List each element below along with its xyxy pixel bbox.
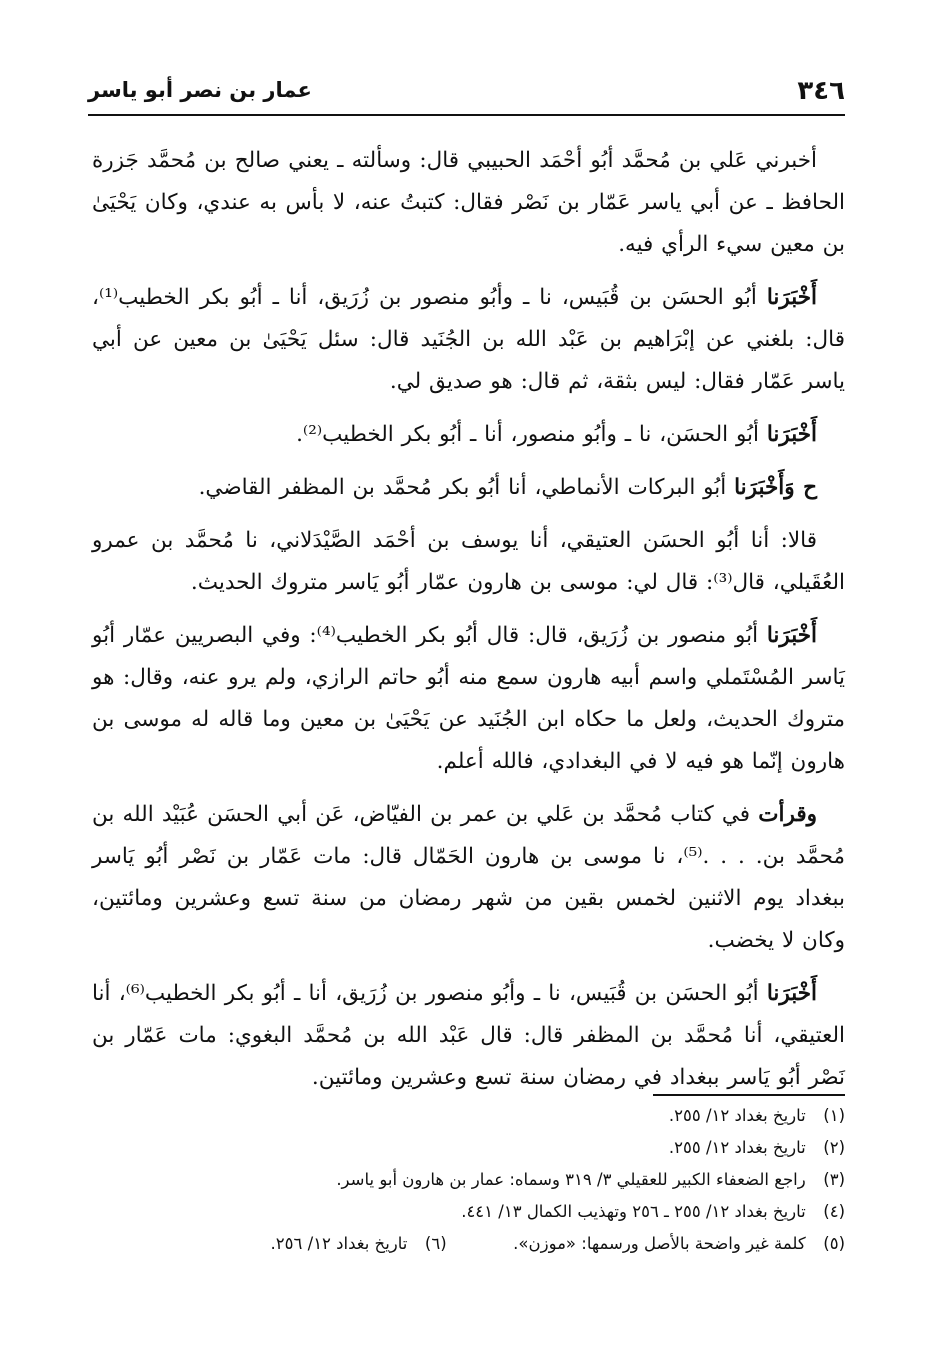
paragraph-lead: أَخْبَرَنا [766, 623, 818, 648]
paragraph-text: أخبرني عَلي بن مُحمَّد أبُو أحْمَد الحبيبي قال: وسألته ـ يعني صالح بن مُحمَّد جَزرة الحافظ ـ عن أبي ياسر عَمّار بن نَصْر فقال: كتبتُ عنه، لا بأس به عندي، وكان يَحْيَىٰ بن معين سيء الرأي فيه. [92, 148, 845, 257]
footnote-separator [653, 1094, 845, 1096]
paragraph-text: أبُو الحسَن بن قُبَيس، نا ـ وأبُو منصور بن زُرَيق، أنا ـ أبُو بكر الخطيب⁽⁶⁾، أنا العتيقي، أنا مُحمَّد بن المظفر قال: قال عَبْد الله بن مُحمَّد البغوي: مات عَمّار بن نَصْر أبُو يَاسر ببغداد في رمضان سنة تسع وعشرين ومائتين. [92, 981, 845, 1090]
paragraph-text: أبُو الحسَن بن قُبَيس، نا ـ وأبُو منصور بن زُرَيق، أنا ـ أبُو بكر الخطيب⁽¹⁾، قال: بلغني عن إبْرَاهيم بن عَبْد الله بن الجُنَيد قال: سئل يَحْيَىٰ بن معين عن أبي ياسر عَمّار فقال: ليس بثقة، ثم قال: هو صديق لي. [92, 285, 845, 394]
footnote [92, 1164, 845, 1196]
paragraph-lead: أَخْبَرَنا [766, 422, 817, 447]
paragraph [92, 520, 845, 604]
paragraph [92, 414, 845, 456]
paragraph-lead: أَخْبَرَنا [766, 981, 818, 1006]
paragraph-lead: أَخْبَرَنا [766, 285, 817, 310]
header-rule [88, 114, 845, 116]
paragraph-text: أبُو البركات الأنماطي، أنا أبُو بكر مُحمَّد بن المظفر القاضي. [198, 475, 735, 500]
footnote-number: (٢) [823, 1138, 845, 1157]
footnote-number: (٦) [424, 1234, 447, 1253]
footnote-text: تاريخ بغداد ١٢/ ٢٥٥. [668, 1106, 806, 1125]
footnote [92, 1132, 845, 1164]
footnote-text: تاريخ بغداد ١٢/ ٢٥٥ ـ ٢٥٦ وتهذيب الكمال ١٣/ ٤٤١. [461, 1202, 806, 1221]
paragraph [92, 277, 845, 403]
paragraph-text: أبُو منصور بن زُرَيق، قال: قال أبُو بكر الخطيب⁽⁴⁾: وفي البصريين عمّار أبُو يَاسر المُسْتَملي واسم أبيه هارون سمع منه أبُو حاتم الرازي، ولم يرو عنه، وقال: هو متروك الحديث، ولعل ما حكاه ابن الجُنَيد عن يَحْيَىٰ بن معين وما قاله له موسى بن هارون إنّما هو فيه لا في البغدادي، فالله أعلم. [92, 623, 845, 774]
paragraph-lead: وقرأت [758, 802, 817, 827]
running-title: عمار بن نصر أبو ياسر [88, 78, 312, 102]
footnote-text: تاريخ بغداد ١٢/ ٢٥٥. [668, 1138, 806, 1157]
footnotes [92, 1100, 845, 1260]
footnote-text: تاريخ بغداد ١٢/ ٢٥٦. [270, 1234, 408, 1253]
footnote-text: كلمة غير واضحة بالأصل ورسمها: «موزن». [513, 1234, 806, 1253]
footnote [92, 1100, 845, 1132]
footnote-number: (٤) [823, 1202, 845, 1221]
footnote-number: (٥) [823, 1234, 845, 1253]
footnote-row [92, 1228, 845, 1260]
paragraph [92, 140, 845, 266]
main-text [92, 140, 845, 1110]
paragraph [92, 467, 845, 509]
footnote-number: (٣) [823, 1170, 845, 1189]
paragraph-text: في كتاب مُحمَّد بن عَلي بن عمر بن الفيّاض، عَن أبي الحسَن عُبَيْد الله بن مُحمَّد بن. . . .⁽⁵⁾، نا موسى بن هارون الحَمّال قال: مات عَمّار بن نَصْر أبُو يَاسر ببغداد يوم الاثنين لخمس بقين من شهر رمضان من سنة تسع وعشرين ومائتين، وكان لا يخضب. [92, 802, 845, 953]
paragraph-text: قالا: أنا أبُو الحسَن العتيقي، أنا يوسف بن أحْمَد الصَّيْدَلاني، نا مُحمَّد بن عمرو العُقَيلي، قال⁽³⁾: قال لي: موسى بن هارون عمّار أبُو يَاسر متروك الحديث. [92, 528, 845, 595]
paragraph-text: أبُو الحسَن، نا ـ وأبُو منصور، أنا ـ أبُو بكر الخطيب⁽²⁾. [296, 422, 767, 447]
footnote-number: (١) [823, 1106, 845, 1125]
paragraph [92, 615, 845, 783]
footnote [92, 1196, 845, 1228]
footnote-text: راجع الضعفاء الكبير للعقيلي ٣/ ٣١٩ وسماه: عمار بن هارون أبو ياسر. [336, 1170, 806, 1189]
paragraph [92, 794, 845, 962]
page-number: ٣٤٦ [797, 76, 845, 106]
paragraph [92, 973, 845, 1099]
paragraph-lead: ح وَأَخْبَرَنا [734, 475, 817, 500]
page-header [88, 68, 845, 114]
